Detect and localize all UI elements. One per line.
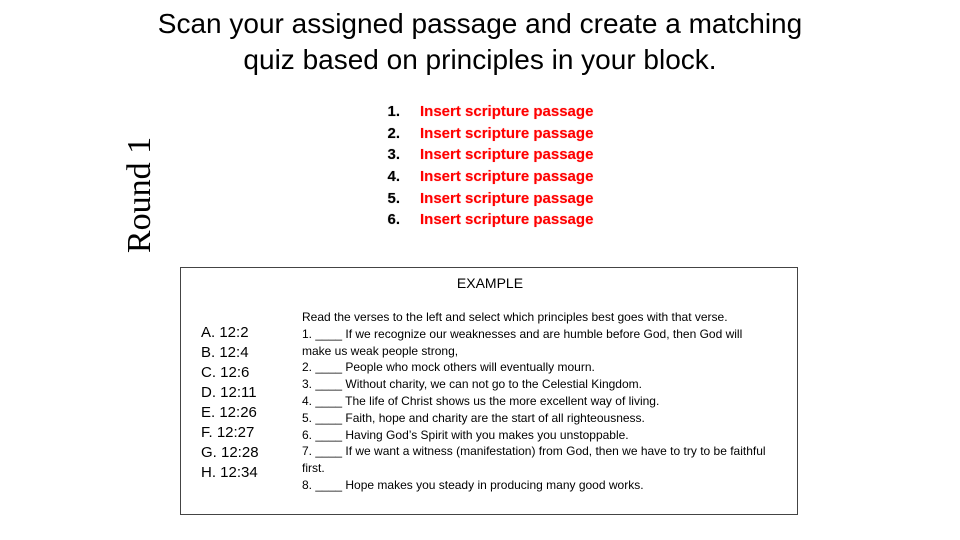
verse-reference: E. 12:26 [201, 404, 257, 421]
verse-reference: D. 12:11 [201, 384, 257, 401]
quiz-item: 4. ____ The life of Christ shows us the more excellent way of living. [302, 393, 660, 408]
verse-reference: H. 12:34 [201, 464, 258, 481]
quiz-item: 3. ____ Without charity, we can not go to the Celestial Kingdom. [302, 377, 642, 392]
passage-number: 2. [387, 124, 400, 142]
passage-item [360, 166, 593, 188]
title-line-2: quiz based on principles in your block. [243, 44, 717, 75]
passage-list [360, 101, 593, 231]
verse-reference: B. 12:4 [201, 344, 249, 361]
quiz-item: 8. ____ Hope makes you steady in producing many good works. [302, 477, 644, 492]
verse-reference: F. 12:27 [201, 424, 255, 441]
quiz-item: 6. ____ Having God’s Spirit with you makes you unstoppable. [302, 427, 629, 442]
passage-text: Insert scripture passage [420, 211, 594, 229]
passage-text: Insert scripture passage [420, 103, 594, 121]
quiz-item: 7. ____ If we want a witness (manifestation) from God, then we have to try to be faithful first. [302, 444, 766, 476]
passage-text: Insert scripture passage [420, 146, 594, 164]
passage-item [360, 209, 593, 231]
page-title [100, 6, 860, 78]
passage-item [360, 144, 593, 166]
quiz-item: 2. ____ People who mock others will eventually mourn. [302, 360, 595, 375]
passage-number: 4. [387, 168, 400, 186]
passage-text: Insert scripture passage [420, 168, 594, 186]
passage-text: Insert scripture passage [420, 124, 594, 142]
verse-reference: A. 12:2 [201, 324, 249, 341]
passage-text: Insert scripture passage [420, 189, 594, 207]
quiz-item: 1. ____ If we recognize our weaknesses and are humble before God, then God will make us weak people strong, [302, 326, 743, 358]
passage-number: 6. [387, 211, 400, 229]
verse-reference: G. 12:28 [201, 444, 259, 461]
verse-reference: C. 12:6 [201, 364, 250, 381]
passage-item [360, 187, 593, 209]
round-label: Round 1 [121, 136, 158, 254]
title-line-1: Scan your assigned passage and create a matching [157, 8, 803, 39]
passage-item [360, 101, 593, 123]
passage-item [360, 123, 593, 145]
quiz-item: 5. ____ Faith, hope and charity are the start of all righteousness. [302, 410, 645, 425]
passage-number: 3. [387, 146, 400, 164]
verse-reference-list [201, 323, 259, 483]
quiz-instructions: Read the verses to the left and select which principles best goes with that verse. [302, 310, 728, 324]
example-quiz [302, 309, 772, 494]
passage-number: 1. [387, 103, 400, 121]
example-label: EXAMPLE [456, 275, 524, 291]
passage-number: 5. [387, 189, 400, 207]
